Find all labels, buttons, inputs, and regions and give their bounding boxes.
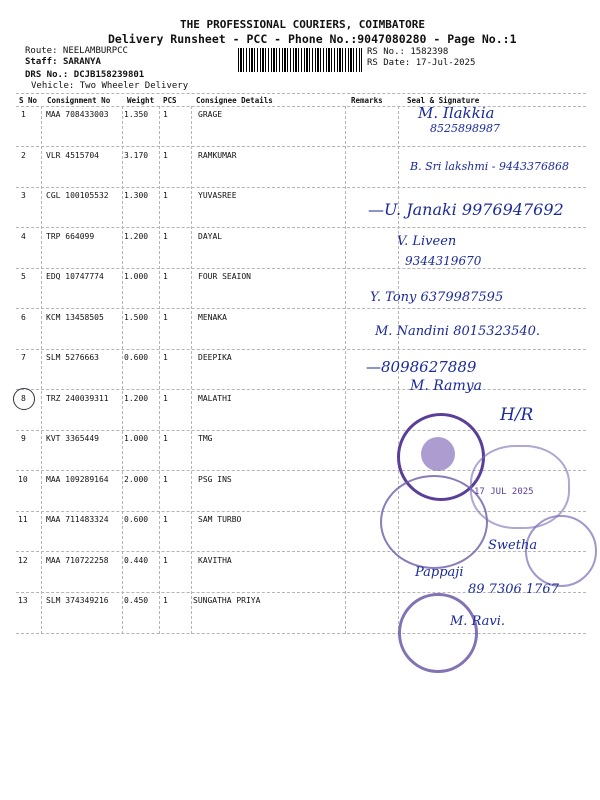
vehicle: Vehicle: Two Wheeler Delivery	[31, 81, 189, 91]
row-pcs: 1	[163, 475, 168, 484]
col-seal-signature: Seal & Signature	[407, 96, 480, 105]
signature-row-4-phone: 9344319670	[405, 254, 482, 268]
divider	[16, 308, 586, 309]
signature-row-11: Swetha	[488, 538, 538, 553]
signature-row-13: M. Ravi.	[450, 614, 506, 629]
row-pcs: 1	[163, 353, 168, 362]
signature-row-1-phone: 8525898987	[430, 122, 500, 135]
row-pcs: 1	[163, 151, 168, 160]
divider	[16, 106, 586, 107]
column-divider	[159, 106, 160, 634]
company-title: THE PROFESSIONAL COURIERS, COIMBATORE	[180, 18, 426, 31]
column-divider	[191, 106, 192, 634]
row-consignee: DEEPIKA	[198, 353, 232, 362]
row-consignment: MAA 711483324	[46, 515, 109, 524]
row-8-circle-mark	[13, 388, 35, 410]
divider	[16, 227, 586, 228]
signature-row-12-phone: 89 7306 1767	[468, 582, 559, 597]
drs-line	[25, 70, 144, 80]
staff-label: Staff:	[25, 57, 58, 67]
col-pcs: PCS	[163, 96, 177, 105]
divider	[16, 389, 586, 390]
row-pcs: 1	[163, 515, 168, 524]
row-consignment: TRZ 240039311	[46, 394, 109, 403]
row-consignment: CGL 100105532	[46, 191, 109, 200]
row-consignment: MAA 109289164	[46, 475, 109, 484]
signature-row-4-name: V. Liveen	[397, 234, 457, 249]
row-consignment: MAA 708433003	[46, 110, 109, 119]
staff-name: SARANYA	[62, 57, 101, 67]
row-consignee: YUVASREE	[198, 191, 237, 200]
row-consignee: FOUR SEAION	[198, 272, 251, 281]
row-pcs: 1	[163, 110, 168, 119]
row-consignee: TMG	[198, 434, 213, 443]
rs-date: RS Date: 17-Jul-2025	[367, 58, 476, 68]
signature-row-8: H/R	[500, 405, 534, 425]
col-consignment: Consignment No	[47, 96, 111, 105]
col-consignee: Consignee Details	[196, 96, 273, 105]
row-weight: 0.440	[124, 556, 149, 565]
row-sno: 3	[21, 191, 26, 200]
row-sno: 9	[21, 434, 26, 443]
row-weight: 1.350	[124, 110, 149, 119]
row-consignment: TRP 664099	[46, 232, 95, 241]
row-consignment: EDQ 10747774	[46, 272, 104, 281]
row-pcs: 1	[163, 232, 168, 241]
row-sno: 6	[21, 313, 26, 322]
row-weight: 0.600	[124, 515, 149, 524]
row-consignee: PSG INS	[198, 475, 232, 484]
divider	[16, 146, 586, 147]
row-consignment: KVT 3365449	[46, 434, 99, 443]
row-consignee: SAM TURBO	[198, 515, 242, 524]
divider	[16, 187, 586, 188]
row-sno: 12	[18, 556, 28, 565]
row-weight: 1.200	[124, 394, 149, 403]
signature-row-2: B. Sri lakshmi - 9443376868	[410, 160, 570, 173]
row-sno: 4	[21, 232, 26, 241]
row-consignment: VLR 4515704	[46, 151, 99, 160]
row-sno: 8	[21, 394, 26, 403]
col-remarks: Remarks	[351, 96, 383, 105]
row-consignee: MALATHI	[198, 394, 232, 403]
row-pcs: 1	[163, 556, 168, 565]
signature-row-12-name: Pappaji	[415, 565, 464, 580]
row-sno: 2	[21, 151, 26, 160]
row-consignment: SLM 5276663	[46, 353, 99, 362]
row-pcs: 1	[163, 313, 168, 322]
signature-row-7-phone: —8098627889	[366, 358, 477, 376]
column-divider	[122, 106, 123, 634]
divider	[16, 268, 586, 269]
row-pcs: 1	[163, 191, 168, 200]
row-sno: 13	[18, 596, 28, 605]
row-sno: 10	[18, 475, 28, 484]
signature-row-7-name: M. Ramya	[410, 378, 482, 394]
drs-label: DRS No.:	[25, 70, 69, 80]
row-weight: 1.300	[124, 191, 149, 200]
divider	[16, 633, 586, 634]
runsheet-subtitle: Delivery Runsheet - PCC - Phone No.:9047080280 - Page No.:1	[108, 32, 517, 46]
divider	[16, 430, 586, 431]
row-consignee: DAYAL	[198, 232, 223, 241]
col-weight: Weight	[127, 96, 155, 105]
drs-number: DCJB158239801	[73, 70, 145, 80]
row-weight: 1.200	[124, 232, 149, 241]
column-divider	[41, 106, 42, 634]
row-weight: 1.500	[124, 313, 149, 322]
courtyard-stamp	[398, 593, 478, 673]
signature-row-5: Y. Tony 6379987595	[370, 290, 504, 305]
row-consignee: RAMKUMAR	[198, 151, 237, 160]
row-pcs: 1	[163, 596, 168, 605]
row-consignee: MENAKA	[198, 313, 227, 322]
rs-number: RS No.: 1582398	[367, 47, 449, 57]
row-sno: 5	[21, 272, 26, 281]
row-consignment: KCM 13458505	[46, 313, 104, 322]
row-weight: 0.600	[124, 353, 149, 362]
row-consignee: GRAGE	[198, 110, 223, 119]
row-sno: 7	[21, 353, 26, 362]
staff-line	[25, 57, 101, 67]
divider	[16, 93, 586, 94]
divider	[16, 349, 586, 350]
row-sno: 11	[18, 515, 28, 524]
seal-emblem-icon	[421, 437, 455, 471]
stamp-date: 17 JUL 2025	[474, 487, 534, 497]
row-weight: 3.170	[124, 151, 149, 160]
row-sno: 1	[21, 110, 26, 119]
signature-row-6: M. Nandini 8015323540.	[375, 324, 541, 339]
signature-row-1: M. Ilakkia	[418, 104, 495, 122]
row-consignment: MAA 710722258	[46, 556, 109, 565]
row-pcs: 1	[163, 394, 168, 403]
barcode	[238, 48, 362, 72]
route: Route: NEELAMBURPCC	[25, 46, 128, 56]
row-pcs: 1	[163, 434, 168, 443]
row-consignee: KAVITHA	[198, 556, 232, 565]
row-weight: 1.000	[124, 272, 149, 281]
row-consignee: SUNGATHA PRIYA	[193, 596, 261, 605]
row-weight: 2.000	[124, 475, 149, 484]
col-sno: S No	[19, 96, 38, 105]
row-weight: 0.450	[124, 596, 149, 605]
row-consignment: SLM 374349216	[46, 596, 109, 605]
signature-row-3: —U. Janaki 9976947692	[368, 200, 564, 219]
column-divider	[345, 106, 346, 634]
row-pcs: 1	[163, 272, 168, 281]
row-weight: 1.000	[124, 434, 149, 443]
